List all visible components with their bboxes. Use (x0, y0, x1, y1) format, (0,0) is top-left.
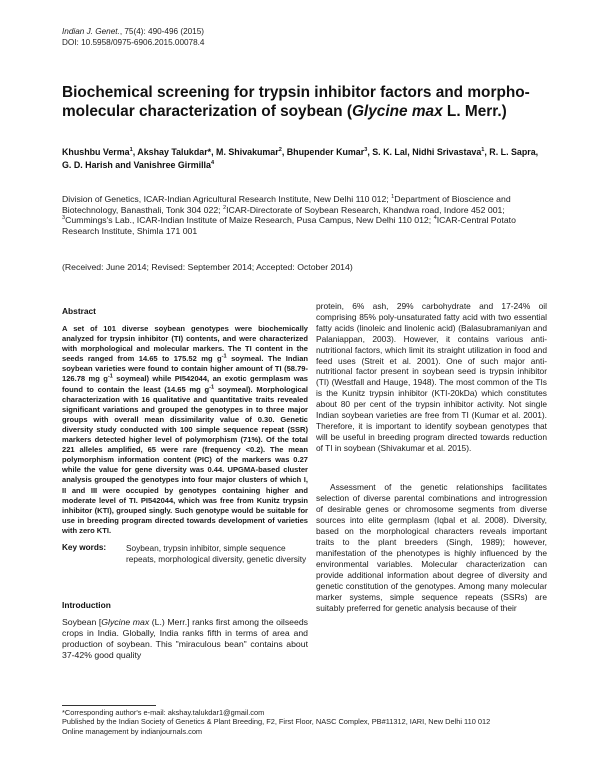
affil-1: Division of Genetics, ICAR-Indian Agricultural Research Institute, New Delhi 110 012; (62, 194, 392, 204)
doi-line: DOI: 10.5958/0975-6906.2015.00078.4 (62, 37, 205, 47)
column2-paragraph-1: protein, 6% ash, 29% carbohydrate and 17-24% oil comprising 85% poly-unsaturated fatty acid with two essential fatty acids (linoleic and linolenic acid) (Balasubramaniyan and Palaniappan, 2003). However, it contains various anti-nutritional factors, which limit its straight utilization in food and feed uses (Streit et al. 2001). One of such major anti-nutritional factor present in soybean seed is trypsin inhibitor (TI) (Westfall and Hauge, 1948). The most common of the TIs is the Kunitz trypsin inhibitor (KTI-20kDa) which constitutes about 80 per cent of the trypsin inhibitor activity. Not single Indian soybean varieties are free from TI (Kumar et al. 2001). Therefore, it is important to identify soybean genotypes that will be useful in breeding program directed towards reduction of TI in soybean (Shivakumar et al. 2015). (316, 301, 547, 453)
affil-2: Department of Bioscience and Biotechnology, Banasthali, Tonk 304 022; (62, 194, 511, 215)
received-dates: (Received: June 2014; Revised: September 2014; Accepted: October 2014) (62, 262, 353, 272)
author-sup: 2 (278, 147, 282, 154)
column2-paragraph-2-text: Assessment of the genetic relationships facilitates selection of diverse parental combinations and introgression of desirable genes or chromosome segments from diverse sources into elite germplasm (Iqbal et al. 2008). Diversity, based on the morphological characters reveals important traits to the plant breeders (Singh, 1989); however, manifestation of the phenotypes is highly influenced by the environmental variables. Molecular characterization can provide additional information about degree of diversity and genetic constitution of the genotypes. Among many molecular marker systems, simple sequence repeats (SSRs) are suitably preferred for genetic analysis because of their (316, 482, 547, 613)
title-text-1: Biochemical screening for trypsin inhibitor factors and morpho-molecular characterization of soybean ( (62, 84, 530, 120)
author-5: , R. L. Sapra, G. D. Harish and Vanishree Girmilla (62, 147, 539, 170)
volume-pages: , 75(4): 490-496 (2015) (119, 27, 205, 36)
abstract-part: A set of 101 diverse soybean genotypes were biochemically analyzed for trypsin inhibitor (TI) contents, and were characterized with morphological and molecular markers. The TI content in the seeds ranged from 14.65 to 175.52 mg g (62, 324, 308, 364)
footnote-rule (62, 705, 156, 706)
affil-sup: 4 (433, 215, 437, 222)
column2-paragraph-2 (316, 482, 547, 614)
introduction-text (62, 617, 308, 661)
abstract-part: soymeal. The Indian soybean varieties were found to contain higher amount of TI (58.79-126.78 mg g (62, 354, 308, 384)
author-sup: 1 (129, 147, 133, 154)
author-sup: 3 (364, 147, 368, 154)
corresponding-author-note: *Corresponding author's e-mail: akshay.talukdar1@gmail.com (62, 708, 265, 717)
abstract-text (62, 324, 308, 536)
affil-sup: 3 (62, 215, 66, 222)
introduction-heading: Introduction (62, 600, 111, 610)
keywords-label: Key words: (62, 543, 107, 552)
affiliations (62, 194, 544, 236)
paper-title (62, 84, 544, 121)
author-1: Khushbu Verma (62, 147, 130, 157)
abstract-part: soymeal). Morphological characterization with 16 qualitative and quantitative traits revealed significant variations and grouped the genotypes in to three major groups with overall mean dissimilarity value of 0.30. Genetic diversity study conducted with 100 simple sequence repeat (SSR) markers detected higher level of polymorphism (71%). Of the total 221 alleles amplified, 65 were rare (frequency <0.2). The mean polymorphism information content (PIC) of the markers was 0.27 while the value for gene diversity was 0.44. UPGMA-based cluster analysis grouped the genotypes into four major clusters of which I, II and III were occupied by genotypes containing higher and moderate level of TI. PI542044, which was free from Kunitz trypsin inhibitor (KTI), grouped singly. Such genotype would be suitable for use in breeding program directed towards development of varieties with zero KTI. (62, 384, 308, 535)
affil-4: Cummings's Lab., ICAR-Indian Institute of Maize Research, Pusa Campus, New Delhi 110 012; (65, 215, 434, 226)
keywords-text: Soybean, trypsin inhibitor, simple sequence repeats, morphological diversity, genetic diversity (126, 543, 307, 564)
journal-name: Indian J. Genet. (62, 27, 120, 36)
author-2: , Akshay Talukdar*, M. Shivakumar (132, 147, 279, 157)
citation-line (62, 27, 205, 38)
intro-part: (L.) Merr.] ranks first among the oilseeds crops in India. Globally, India ranks fifth in terms of area and production of soybean. This "miraculous bean" contains about 37-42% good quality (62, 617, 309, 660)
publisher-note: Published by the Indian Society of Genetics & Plant Breeding, F2, First Floor, NASC Complex, PB#11312, IARI, New Delhi 110 012 (62, 717, 491, 727)
abstract-heading: Abstract (62, 306, 96, 316)
author-sup: 1 (481, 147, 485, 154)
affil-3: ICAR-Directorate of Soybean Research, Khandwa road, Indore 452 001; (226, 204, 505, 215)
author-3: , Bhupender Kumar (281, 147, 365, 157)
intro-species: Glycine max (101, 617, 150, 627)
author-4: , S. K. Lal, Nidhi Srivastava (367, 147, 482, 157)
title-species: Glycine max (351, 102, 443, 120)
abstract-sup: -1 (107, 373, 113, 380)
footnotes (62, 708, 552, 736)
abstract-part: soymeal) while PI542044, an exotic germplasm was found to contain the least (14.65 mg g (62, 374, 308, 394)
journal-header (62, 27, 205, 48)
affil-sup: 1 (391, 194, 395, 201)
affil-5: ICAR-Central Potato Research Institute, Shimla 171 001 (62, 215, 516, 236)
intro-part: Soybean [ (62, 617, 102, 627)
abstract-sup: -1 (221, 353, 227, 360)
author-sup: 4 (210, 160, 215, 167)
abstract-sup: -1 (209, 384, 215, 391)
online-management-note: Online management by indianjournals.com (62, 726, 203, 736)
affil-sup: 2 (223, 204, 227, 211)
author-list (62, 146, 544, 172)
title-text-2: L. Merr.) (442, 102, 507, 120)
